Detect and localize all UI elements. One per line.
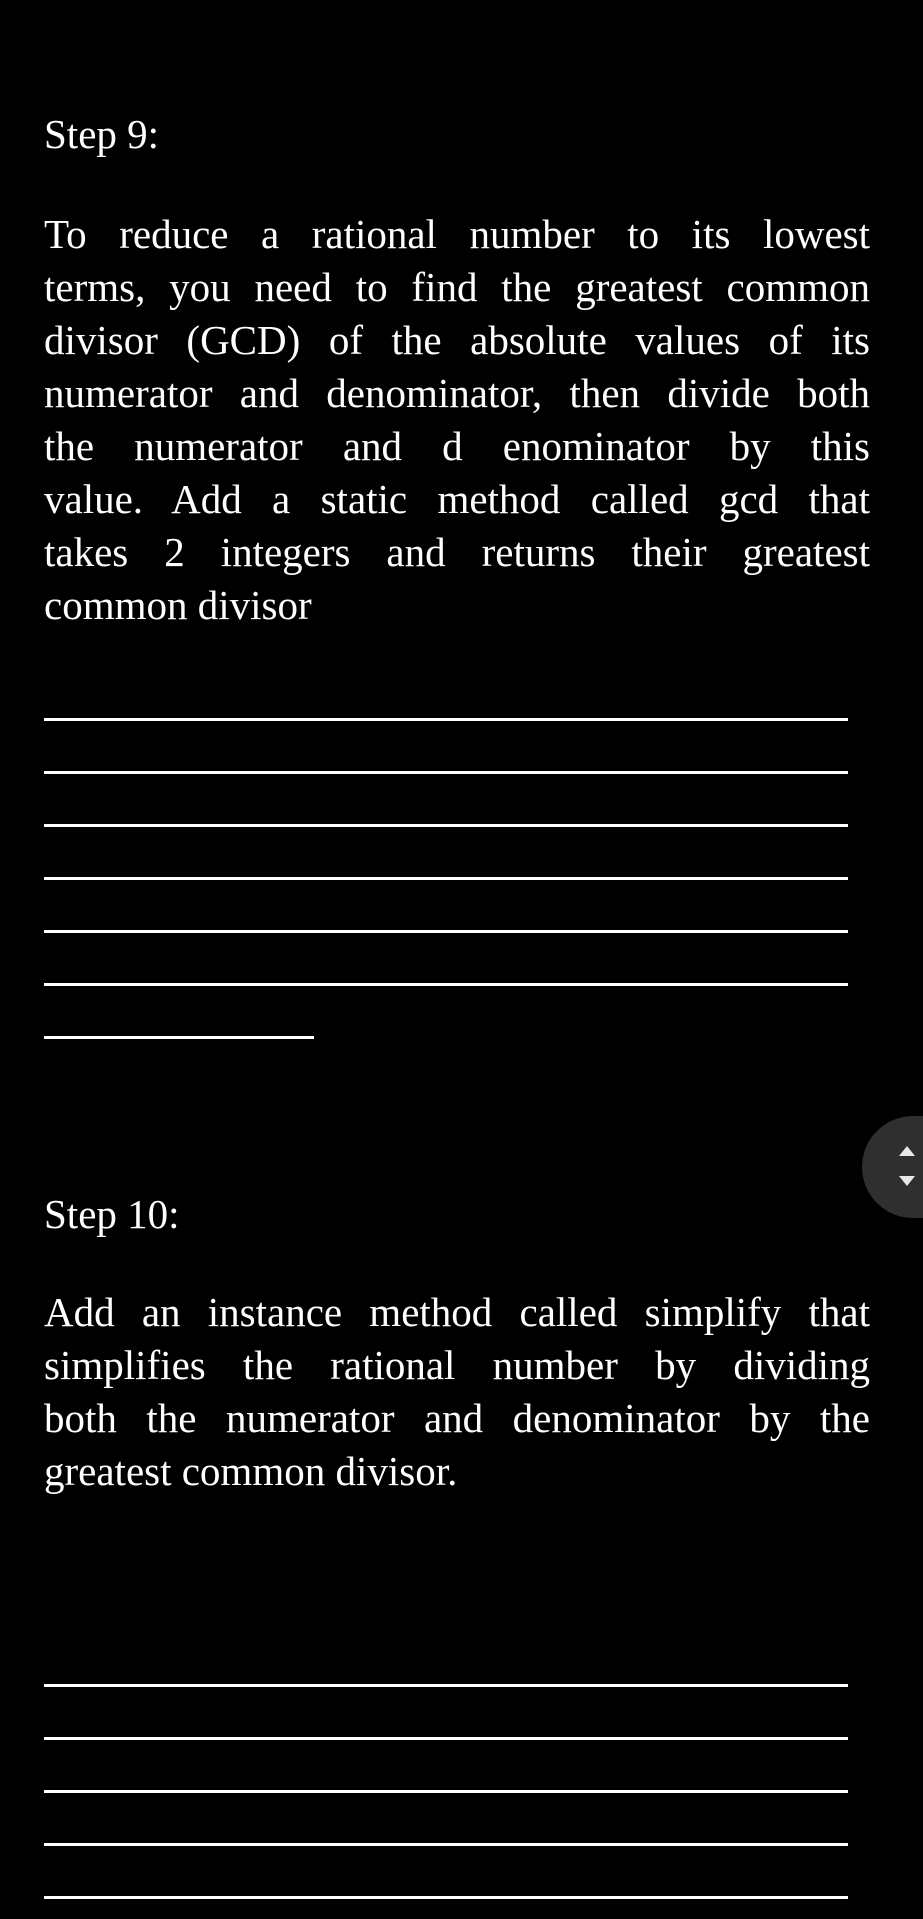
step-9-line: takes 2 integers and returns their greatest bbox=[44, 529, 870, 575]
answer-blank-line[interactable] bbox=[44, 1790, 848, 1793]
step-9-line: value. Add a static method called gcd that bbox=[44, 476, 870, 522]
answer-blank-line[interactable] bbox=[44, 1036, 314, 1039]
step-10-line: Add an instance method called simplify that bbox=[44, 1289, 870, 1335]
answer-blank-line[interactable] bbox=[44, 877, 848, 880]
step-10-line: greatest common divisor. bbox=[44, 1448, 458, 1494]
caret-up-icon bbox=[899, 1146, 915, 1156]
answer-blank-line[interactable] bbox=[44, 1896, 848, 1899]
step-9-instructions bbox=[44, 208, 870, 632]
answer-blank-line[interactable] bbox=[44, 1843, 848, 1846]
step-9-line: terms, you need to find the greatest common bbox=[44, 264, 870, 310]
answer-blank-line[interactable] bbox=[44, 771, 848, 774]
step-10-instructions bbox=[44, 1286, 870, 1498]
step-9-line: the numerator and d enominator by this bbox=[44, 423, 870, 469]
step-9-line: numerator and denominator, then divide both bbox=[44, 370, 870, 416]
answer-blank-line[interactable] bbox=[44, 1684, 848, 1687]
step-10-title: Step 10: bbox=[44, 1191, 180, 1237]
step-9-line: divisor (GCD) of the absolute values of its bbox=[44, 317, 870, 363]
answer-blank-line[interactable] bbox=[44, 718, 848, 721]
step-10-line: simplifies the rational number by dividing bbox=[44, 1342, 870, 1388]
step-10-line: both the numerator and denominator by the bbox=[44, 1395, 870, 1441]
step-9-line: To reduce a rational number to its lowest bbox=[44, 211, 870, 257]
caret-down-icon bbox=[899, 1176, 915, 1186]
answer-blank-line[interactable] bbox=[44, 930, 848, 933]
answer-blank-line[interactable] bbox=[44, 1737, 848, 1740]
step-9-line: common divisor bbox=[44, 582, 312, 628]
answer-blank-line[interactable] bbox=[44, 983, 848, 986]
scroll-handle[interactable] bbox=[862, 1116, 923, 1218]
answer-blank-line[interactable] bbox=[44, 824, 848, 827]
step-9-title: Step 9: bbox=[44, 111, 160, 157]
